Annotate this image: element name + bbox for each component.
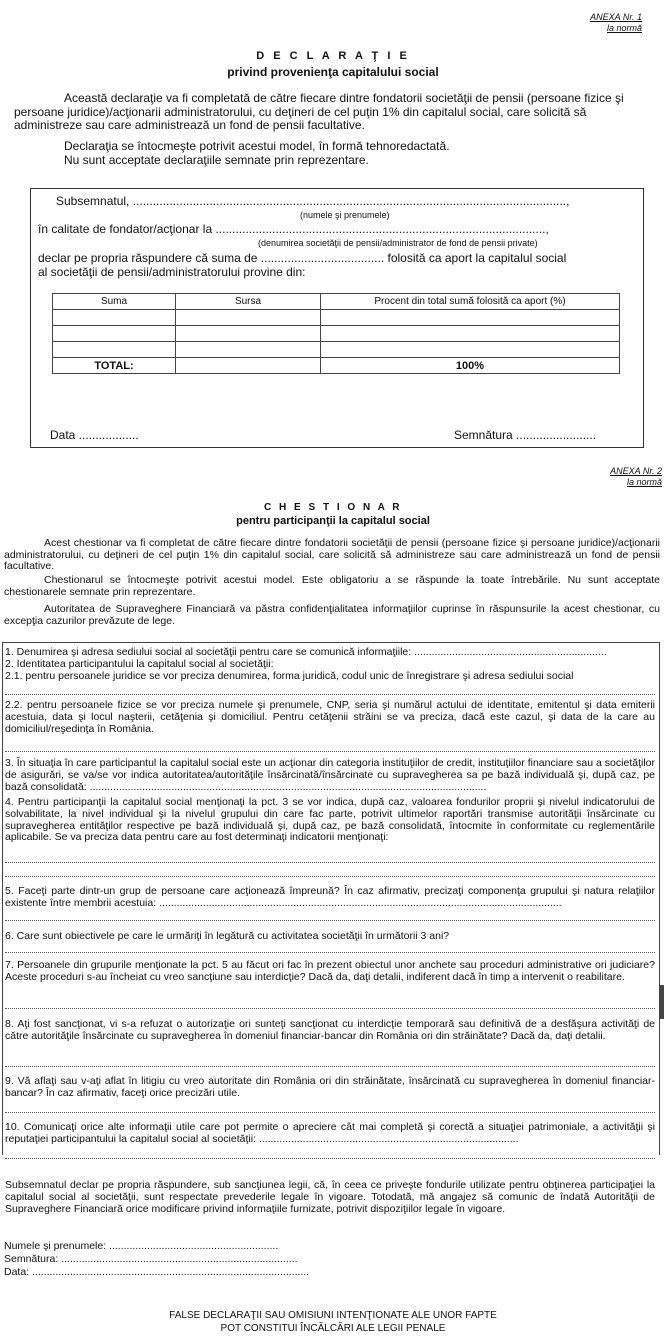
answer-line[interactable]	[5, 1066, 655, 1067]
answer-line[interactable]	[5, 876, 655, 877]
question-3: 3. În situaţia în care participantul la capitalul social este un acţionar din categoria instituţiilor de credit, instituţiilor financiare sau a societăţilor de asigurări, se va/se vor indica autoritatea/autorităţile însărcinată/însărcinate cu supravegherea sa pe bază individuală şi, după caz, pe bază consolidată: ........................................................................................................................................	[5, 757, 655, 793]
chestionar-intro-3: Autoritatea de Supraveghere Financiară va păstra confidenţialitatea informaţiilor cuprinse în răspunsurile la acest chestionar, cu excepţia cazurilor prevăzute de lege.	[4, 603, 660, 627]
question-9: 9. Vă aflaţi sau v-aţi aflat în litigiu cu vreo autoritate din România ori din străinătate, însărcinată cu supravegherea în domeniul financiar-bancar? În caz afirmativ, faceţi orice precizări utile.	[5, 1075, 655, 1099]
question-6: 6. Care sunt obiectivele pe care le urmăriţi în legătură cu activitatea societăţii în următorii 3 ani?	[5, 930, 450, 942]
question-4: 4. Pentru participanţii la capitalul social menţionaţi la pct. 3 se vor indica, după caz, valoarea fondurilor proprii şi nivelul indicatorului de solvabilitate, la nivel individual şi la nivelul grupului din care fac parte, potrivit ultimelor raportări transmise autorităţii însărcinate cu supravegherea entităţilor respective pe bază individuală şi, după caz, pe bază consolidată, întocmite în conformitate cu reglementările aplicabile. Se va preciza data pentru care au fost determinaţi indicatorii menţionaţi:	[5, 796, 655, 844]
chestionar-intro-2: Chestionarul se întocmeşte potrivit acestui model. Este obligatoriu a se răspunde la toate întrebările. Nu sunt acceptate chestionarele semnate prin reprezentare.	[4, 574, 660, 598]
header-sursa: Sursa	[176, 294, 321, 310]
declaratie-subtitle: privind provenienţa capitalului social	[227, 65, 439, 79]
footer-warning-2: POT CONSTITUI ÎNCĂLCĂRI ALE LEGII PENALE	[220, 1323, 446, 1334]
answer-line[interactable]	[5, 1158, 655, 1159]
answer-line[interactable]	[5, 694, 655, 695]
anexa-2-sub: la normă	[626, 477, 662, 487]
question-2-2: 2.2. pentru persoanele fizice se vor preciza numele şi prenumele, CNP, seria şi numărul actului de identitate, emitentul şi data emiterii acestuia, data şi locul naşterii, cetăţenia şi domiciliul. Pentru cetăţenii străini se va preciza, dacă este cazul, şi data de la care au domiciliul/reşedinţa în România.	[5, 699, 655, 735]
header-suma: Suma	[53, 294, 176, 310]
denumire-hint: (denumirea societăţii de pensii/administrator de fond de pensii private)	[258, 238, 538, 248]
declaratie-title: D E C L A R A Ţ I E	[256, 50, 410, 62]
aport-table-header	[53, 294, 620, 310]
question-1: 1. Denumirea şi adresa sediului social al societăţii pentru care se comunică informaţiile: ..................................................................	[5, 646, 607, 658]
declaratie-intro-2: Declaraţia se întocmeşte potrivit acestui model, în formă tehnoredactată.	[64, 139, 450, 153]
scrollbar-marker[interactable]	[660, 985, 664, 1019]
answer-line[interactable]	[5, 920, 655, 921]
table-row	[53, 326, 620, 342]
question-10: 10. Comunicaţi orice alte informaţii utile care pot permite o apreciere cât mai completă şi corectă a situaţiei patrimoniale, a activităţii şi reputaţiei participantului la capitalul social al societăţii: .........................................................................................	[5, 1121, 655, 1145]
header-procent: Procent din total sumă folosită ca aport (%)	[321, 294, 620, 310]
anexa-1-sub: la normă	[606, 23, 642, 33]
answer-line[interactable]	[5, 1112, 655, 1113]
nume-prenume-field[interactable]: Numele şi prenumele: ..........................................................	[4, 1240, 279, 1252]
chestionar-intro-1: Acest chestionar va fi completat de către fiecare dintre fondatorii societăţii de pensii (persoane fizice şi persoane juridice)/acţionarii administratorului, cu deţineri de cel puţin 1% din capitalul social, care solicită să administreze sau care administrează un fond de pensii facultative.	[4, 537, 660, 572]
question-2: 2. Identitatea participantului la capitalul social al societăţii:	[5, 658, 274, 670]
table-row	[53, 342, 620, 358]
chestionar-subtitle: pentru participanţii la capitalul social	[236, 515, 430, 527]
declaratie-intro-3: Nu sunt acceptate declaraţiile semnate prin reprezentare.	[64, 153, 369, 167]
answer-line[interactable]	[5, 862, 655, 863]
closing-statement: Subsemnatul declar pe propria răspundere, sub sancţiunea legii, că, în ceea ce priveşte fondurile utilizate pentru obţinerea participaţiei la capitalul social al societăţii, sunt respectate prevederile legale în vigoare. Totodată, mă angajez să comunic de îndată Autorităţii de Supraveghere Financiară orice modificare privind informaţiile furnizate, potrivit dispoziţiilor legale în vigoare.	[5, 1179, 655, 1215]
total-row	[53, 358, 620, 374]
answer-line[interactable]	[5, 751, 655, 752]
question-5: 5. Faceţi parte dintr-un grup de persoane care acţionează împreună? În caz afirmativ, precizaţi componenţa grupului şi natura relaţiilor existente între membrii acestuia: ..........................................................................................................................................	[5, 885, 655, 909]
question-7: 7. Persoanele din grupurile menţionate la pct. 5 au făcut ori fac în prezent obiectul unor anchete sau proceduri administrative ori judiciare? Aceste proceduri s-au încheiat cu vreo sancţiune sau interdicţie? Dacă da, daţi detalii, indiferent dacă în timp a intervenit o reabilitare.	[5, 959, 655, 983]
question-8: 8. Aţi fost sancţionat, vi s-a refuzat o autorizaţie ori sunteţi sancţionat cu interdicţie temporară sau definitivă de a desfăşura activităţi de către autorităţile însărcinate cu supravegherea în domeniul financiar-bancar din România ori din străinătate? Dacă da, daţi detalii.	[5, 1018, 655, 1042]
nume-hint: (numele şi prenumele)	[300, 210, 390, 220]
footer-warning-1: FALSE DECLARAŢII SAU OMISIUNI INTENŢIONATE ALE UNOR FAPTE	[169, 1310, 497, 1321]
anexa-1-label	[590, 12, 642, 34]
data-field-2[interactable]: Data: ...............................................................................................	[4, 1266, 310, 1278]
anexa-2-label	[610, 466, 662, 488]
declaratie-intro-1: Această declaraţie va fi completată de către fiecare dintre fondatorii societăţii de pensii (persoane fizice şi persoane juridice)/acţionarii administratorului, cu deţineri de cel puţin 1% din capitalul social, care solicită să administreze sau care administrează un fond de pensii facultative.	[14, 91, 624, 132]
semnatura-field-2[interactable]: Semnătura: .................................................................................	[4, 1253, 298, 1265]
calitate-field[interactable]: în calitate de fondator/acţionar la ...................................................................................................,	[38, 222, 549, 236]
anexa-2-number: ANEXA Nr. 2	[610, 466, 662, 476]
subsemnatul-field[interactable]: Subsemnatul, ..................................................................................................................................,	[56, 194, 570, 208]
table-row	[53, 310, 620, 326]
answer-line[interactable]	[5, 1008, 655, 1009]
aport-table	[52, 293, 620, 374]
semnatura-field[interactable]: Semnătura ........................	[454, 428, 597, 442]
chestionar-title: C H E S T I O N A R	[264, 502, 402, 513]
answer-line[interactable]	[5, 952, 655, 953]
total-label: TOTAL:	[53, 358, 176, 374]
data-field[interactable]: Data ..................	[50, 428, 139, 442]
anexa-1-number: ANEXA Nr. 1	[590, 12, 642, 22]
suma-field[interactable]: declar pe propria răspundere că suma de ..................................... folosită ca aport la capitalul social	[38, 251, 567, 265]
total-percent: 100%	[321, 358, 620, 374]
question-2-1: 2.1. pentru persoanele juridice se vor preciza denumirea, forma juridică, codul unic de înregistrare şi adresa sediului social	[5, 670, 574, 682]
provine-label: al societăţii de pensii/administratorului provine din:	[38, 265, 306, 279]
